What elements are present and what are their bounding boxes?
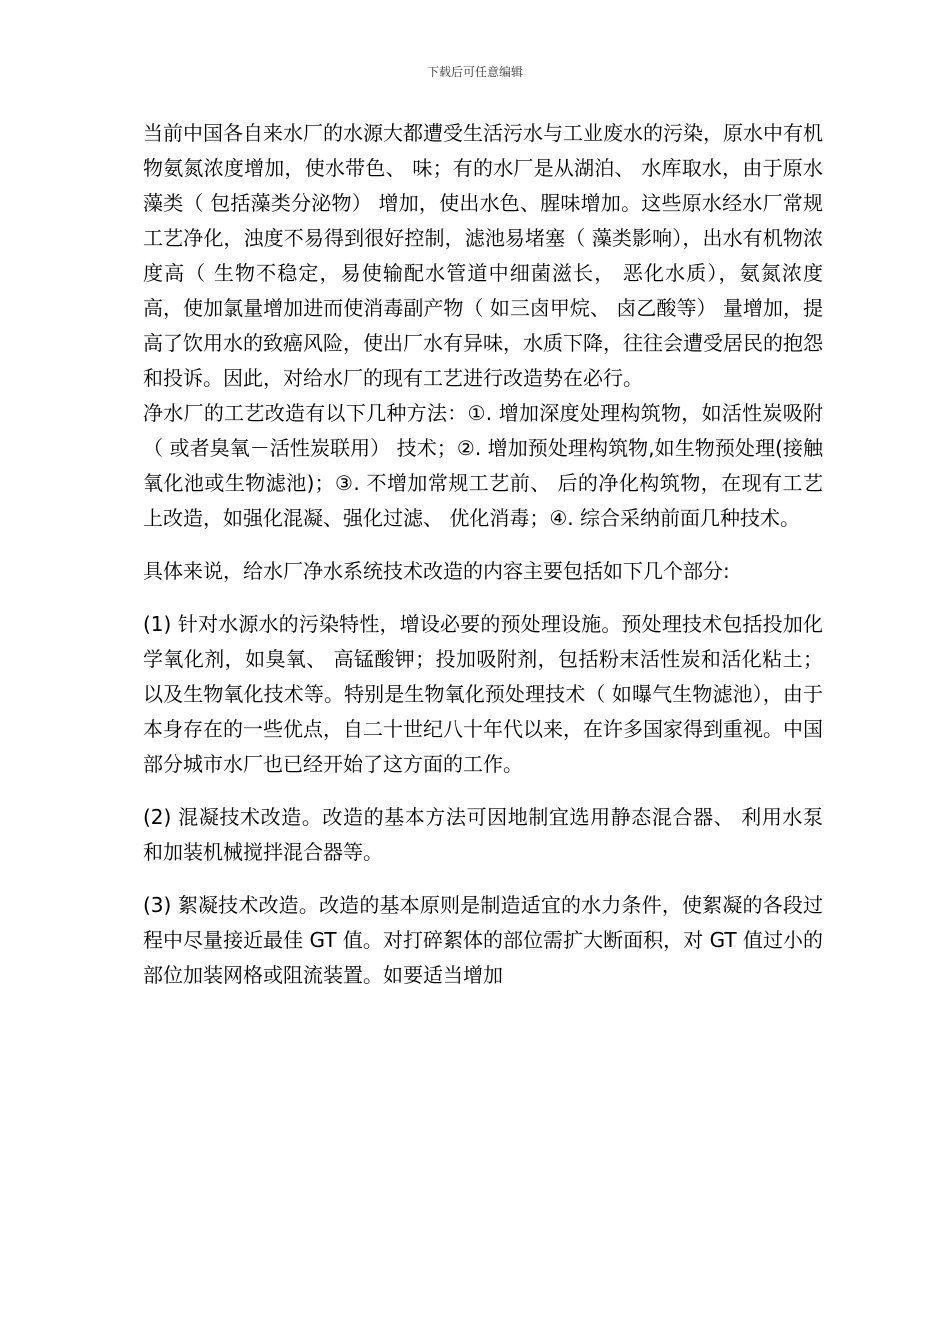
paragraph-item-2-coagulation: (2) 混凝技术改造。改造的基本方法可因地制宜选用静态混合器、 利用水泵和加装机械搅拌混合器等。 — [143, 805, 823, 864]
paragraph-item-3-flocculation: (3) 絮凝技术改造。改造的基本原则是制造适宜的水力条件，使絮凝的各段过程中尽量接近最佳 GT 值。对打碎絮体的部位需扩大断面积，对 GT 值过小的部位加装网格或阻流装置。如要适当增加 — [143, 893, 823, 987]
paragraph-pollution-background: 当前中国各自来水厂的水源大都遭受生活污水与工业废水的污染，原水中有机物氨氮浓度增加，使水带色、 味；有的水厂是从湖泊、 水库取水，由于原水藻类（ 包括藻类分泌物） 增加，使出水色、腥味增加。这些原水经水厂常规工艺净化，浊度不易得到很好控制，滤池易堵塞（ 藻类影响），出水有机物浓度高（ 生物不稳定，易使输配水管道中细菌滋长， 恶化水质），氨氮浓度高，使加氯量增加进而使消毒副产物（ 如三卤甲烷、 卤乙酸等） 量增加，提高了饮用水的致癌风险，使出厂水有异味，水质下降，往往会遭受居民的抱怨和投诉。因此，对给水厂的现有工艺进行改造势在必行。 — [143, 121, 823, 390]
document-body — [143, 116, 823, 993]
paragraph-item-1-pretreatment: (1) 针对水源水的污染特性，增设必要的预处理设施。预处理技术包括投加化学氧化剂，如臭氧、 高锰酸钾；投加吸附剂，包括粉末活性炭和活化粘土；以及生物氧化技术等。特别是生物氧化预处理技术（ 如曝气生物滤池），由于本身存在的一些优点，自二十世纪八十年代以来，在许多国家得到重视。中国部分城市水厂也已经开始了这方面的工作。 — [143, 612, 823, 776]
paragraph-upgrade-content-intro: 具体来说，给水厂净水系统技术改造的内容主要包括如下几个部分: — [143, 559, 730, 583]
page-header-note: 下载后可任意编辑 — [426, 65, 523, 79]
paragraph-upgrade-methods: 净水厂的工艺改造有以下几种方法：①. 增加深度处理构筑物，如活性炭吸附（ 或者臭氧－活性炭联用） 技术；②. 增加预处理构筑物,如生物预处理(接触氧化池或生物滤池)；③. 不增加常规工艺前、 后的净化构筑物，在现有工艺上改造，如强化混凝、强化过滤、 优化消毒；④. 综合采纳前面几种技术。 — [143, 401, 823, 530]
